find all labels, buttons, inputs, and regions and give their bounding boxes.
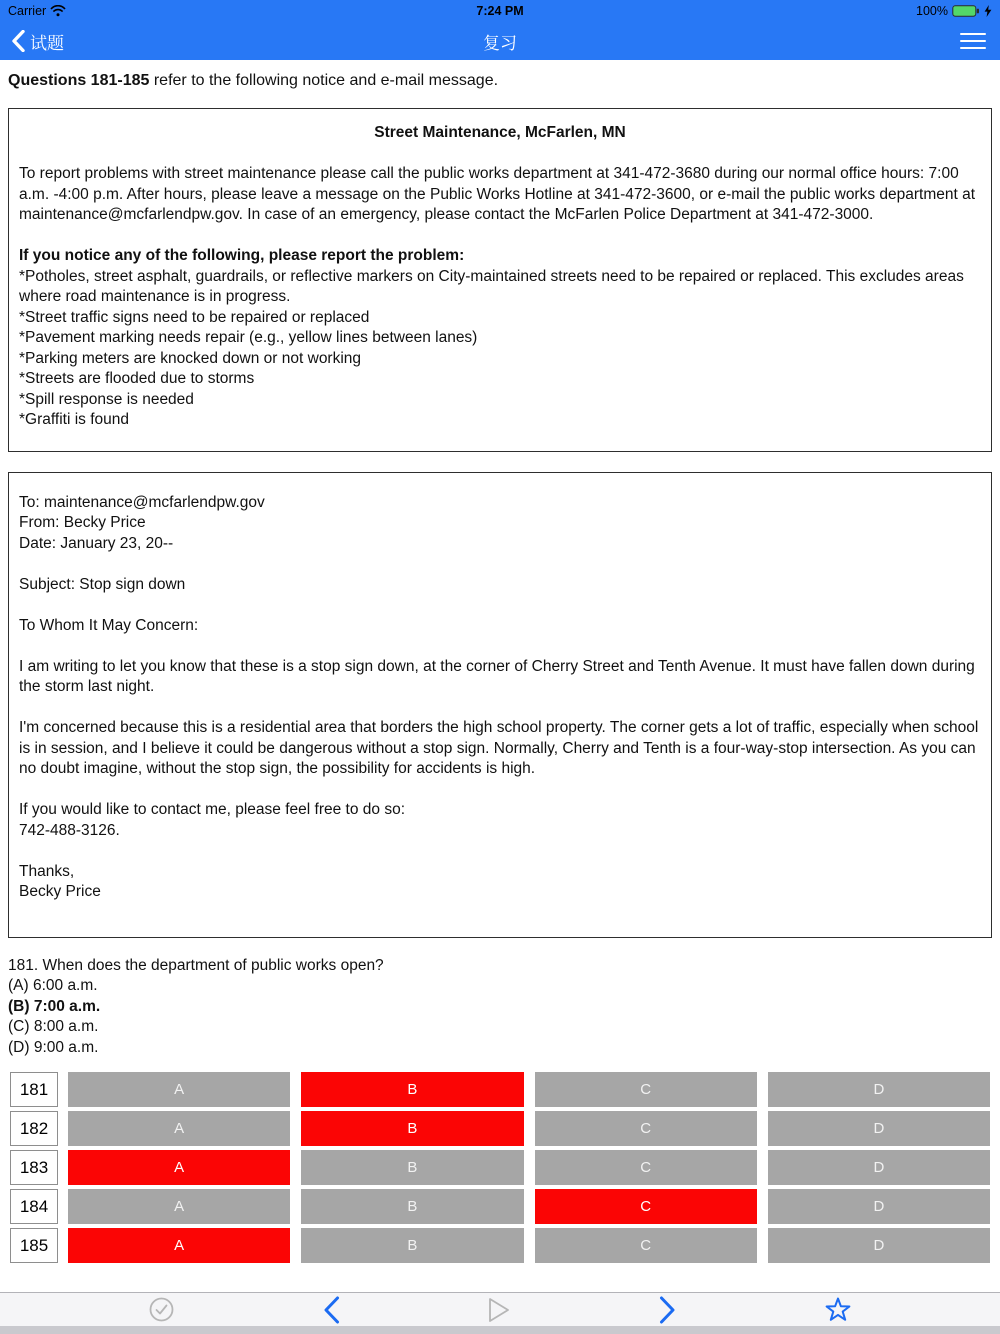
menu-button[interactable] bbox=[958, 29, 988, 53]
question-option-a: (A) 6:00 a.m. bbox=[8, 977, 98, 994]
page-title: 复习 bbox=[483, 33, 517, 53]
answer-button-181-d[interactable]: D bbox=[768, 1072, 990, 1107]
notice-bullet: *Spill response is needed bbox=[19, 390, 194, 408]
notice-bullet: *Street traffic signs need to be repaired or replaced bbox=[19, 308, 370, 326]
check-circle-icon bbox=[149, 1297, 174, 1322]
back-button-label: 试题 bbox=[30, 33, 64, 53]
answer-button-181-b[interactable]: B bbox=[301, 1072, 523, 1107]
charging-bolt-icon bbox=[984, 5, 992, 17]
hamburger-icon bbox=[960, 33, 986, 35]
answer-button-181-c[interactable]: C bbox=[535, 1072, 757, 1107]
answer-row-183 bbox=[10, 1150, 990, 1185]
email-subject-line: Subject: Stop sign down bbox=[19, 575, 186, 593]
answer-row-184 bbox=[10, 1189, 990, 1224]
bottom-edge-bar bbox=[0, 1326, 1000, 1334]
answer-button-184-a[interactable]: A bbox=[68, 1189, 290, 1224]
email-signature: Becky Price bbox=[19, 883, 101, 900]
email-date-line: Date: January 23, 20-- bbox=[19, 534, 174, 552]
email-to-line: To: maintenance@mcfarlendpw.gov bbox=[19, 493, 265, 511]
nav-bar bbox=[0, 22, 1000, 60]
submit-answers-button[interactable] bbox=[149, 1297, 174, 1322]
answer-button-183-b[interactable]: B bbox=[301, 1150, 523, 1185]
answer-row-185 bbox=[10, 1228, 990, 1263]
email-phone: 742-488-3126. bbox=[19, 821, 120, 839]
content-area bbox=[0, 60, 1000, 1292]
bookmark-button[interactable] bbox=[825, 1297, 851, 1322]
answer-button-183-d[interactable]: D bbox=[768, 1150, 990, 1185]
question-option-d: (D) 9:00 a.m. bbox=[8, 1038, 99, 1056]
previous-question-button[interactable] bbox=[323, 1296, 340, 1324]
back-button[interactable] bbox=[12, 29, 64, 54]
battery-percent-label: 100% bbox=[916, 4, 948, 18]
question-number-cell: 182 bbox=[10, 1111, 58, 1146]
notice-bullet: *Streets are flooded due to storms bbox=[19, 370, 255, 387]
question-range-heading: Questions 181-185 refer to the following notice and e-mail message. bbox=[8, 72, 499, 89]
email-from-line: From: Becky Price bbox=[19, 514, 146, 531]
answer-button-185-a[interactable]: A bbox=[68, 1228, 290, 1263]
bottom-toolbar bbox=[0, 1292, 1000, 1326]
answer-button-185-b[interactable]: B bbox=[301, 1228, 523, 1263]
notice-bullet: *Pavement marking needs repair (e.g., yellow lines between lanes) bbox=[19, 329, 478, 346]
answer-button-182-a[interactable]: A bbox=[68, 1111, 290, 1146]
next-question-button[interactable] bbox=[659, 1296, 676, 1324]
question-number-cell: 181 bbox=[10, 1072, 58, 1107]
answer-row-181 bbox=[10, 1072, 990, 1107]
back-chevron-icon bbox=[12, 30, 25, 52]
notice-bullet: *Potholes, street asphalt, guardrails, or reflective markers on City-maintained streets need to be repaired or replaced. This excludes areas where road maintenance is in progress. bbox=[19, 267, 964, 305]
answer-button-184-d[interactable]: D bbox=[768, 1189, 990, 1224]
answer-button-184-b[interactable]: B bbox=[301, 1189, 523, 1224]
question-option-c: (C) 8:00 a.m. bbox=[8, 1018, 99, 1035]
question-option-b: (B) 7:00 a.m. bbox=[8, 997, 101, 1015]
wifi-icon bbox=[50, 5, 66, 17]
email-passage bbox=[8, 472, 992, 938]
star-icon bbox=[825, 1297, 851, 1322]
notice-report-heading: If you notice any of the following, please report the problem: bbox=[19, 247, 465, 264]
question-block bbox=[8, 956, 992, 1059]
answer-button-183-a[interactable]: A bbox=[68, 1150, 290, 1185]
answer-button-182-d[interactable]: D bbox=[768, 1111, 990, 1146]
answer-button-185-c[interactable]: C bbox=[535, 1228, 757, 1263]
email-contact-line: If you would like to contact me, please feel free to do so: bbox=[19, 801, 405, 818]
answer-button-184-c[interactable]: C bbox=[535, 1189, 757, 1224]
status-bar bbox=[0, 0, 1000, 22]
email-paragraph: I'm concerned because this is a residential area that borders the high school property. The corner gets a lot of traffic, especially when school is in session, and I believe it could be dangerous without a stop sign. Normally, Cherry and Tenth is a four-way-stop intersection. As you can no doubt imagine, without the stop sign, the possibility for accidents is high. bbox=[19, 719, 979, 777]
notice-paragraph: To report problems with street maintenance please call the public works department at 341-472-3680 during our normal office hours: 7:00 a.m. -4:00 p.m. After hours, please leave a message on the Public Works Hotline at 341-472-3600, or e-mail the public works department at maintenance@mcfarlendpw.gov. In case of an emergency, please contact the McFarlen Police Department at 341-472-3000. bbox=[19, 165, 976, 223]
chevron-right-icon bbox=[659, 1296, 676, 1324]
answer-button-185-d[interactable]: D bbox=[768, 1228, 990, 1263]
question-number-cell: 184 bbox=[10, 1189, 58, 1224]
chevron-left-icon bbox=[323, 1296, 340, 1324]
clock: 7:24 PM bbox=[476, 4, 524, 18]
question-number-cell: 185 bbox=[10, 1228, 58, 1263]
answer-row-182 bbox=[10, 1111, 990, 1146]
carrier-label: Carrier bbox=[8, 4, 47, 18]
play-icon bbox=[488, 1297, 510, 1323]
answer-grid bbox=[10, 1072, 990, 1263]
answer-button-181-a[interactable]: A bbox=[68, 1072, 290, 1107]
notice-title: Street Maintenance, McFarlen, MN bbox=[374, 124, 626, 141]
email-salutation: To Whom It May Concern: bbox=[19, 616, 199, 634]
email-paragraph: I am writing to let you know that these is a stop sign down, at the corner of Cherry Street and Tenth Avenue. It must have fallen down during the storm last night. bbox=[19, 657, 975, 695]
answer-button-182-c[interactable]: C bbox=[535, 1111, 757, 1146]
notice-passage bbox=[8, 108, 992, 452]
question-number-cell: 183 bbox=[10, 1150, 58, 1185]
notice-bullet: *Graffiti is found bbox=[19, 411, 129, 428]
question-text: 181. When does the department of public works open? bbox=[8, 956, 384, 974]
play-audio-button[interactable] bbox=[488, 1297, 510, 1323]
answer-button-183-c[interactable]: C bbox=[535, 1150, 757, 1185]
battery-icon bbox=[952, 5, 980, 17]
email-closing: Thanks, bbox=[19, 862, 75, 880]
notice-bullet: *Parking meters are knocked down or not working bbox=[19, 349, 362, 367]
answer-button-182-b[interactable]: B bbox=[301, 1111, 523, 1146]
